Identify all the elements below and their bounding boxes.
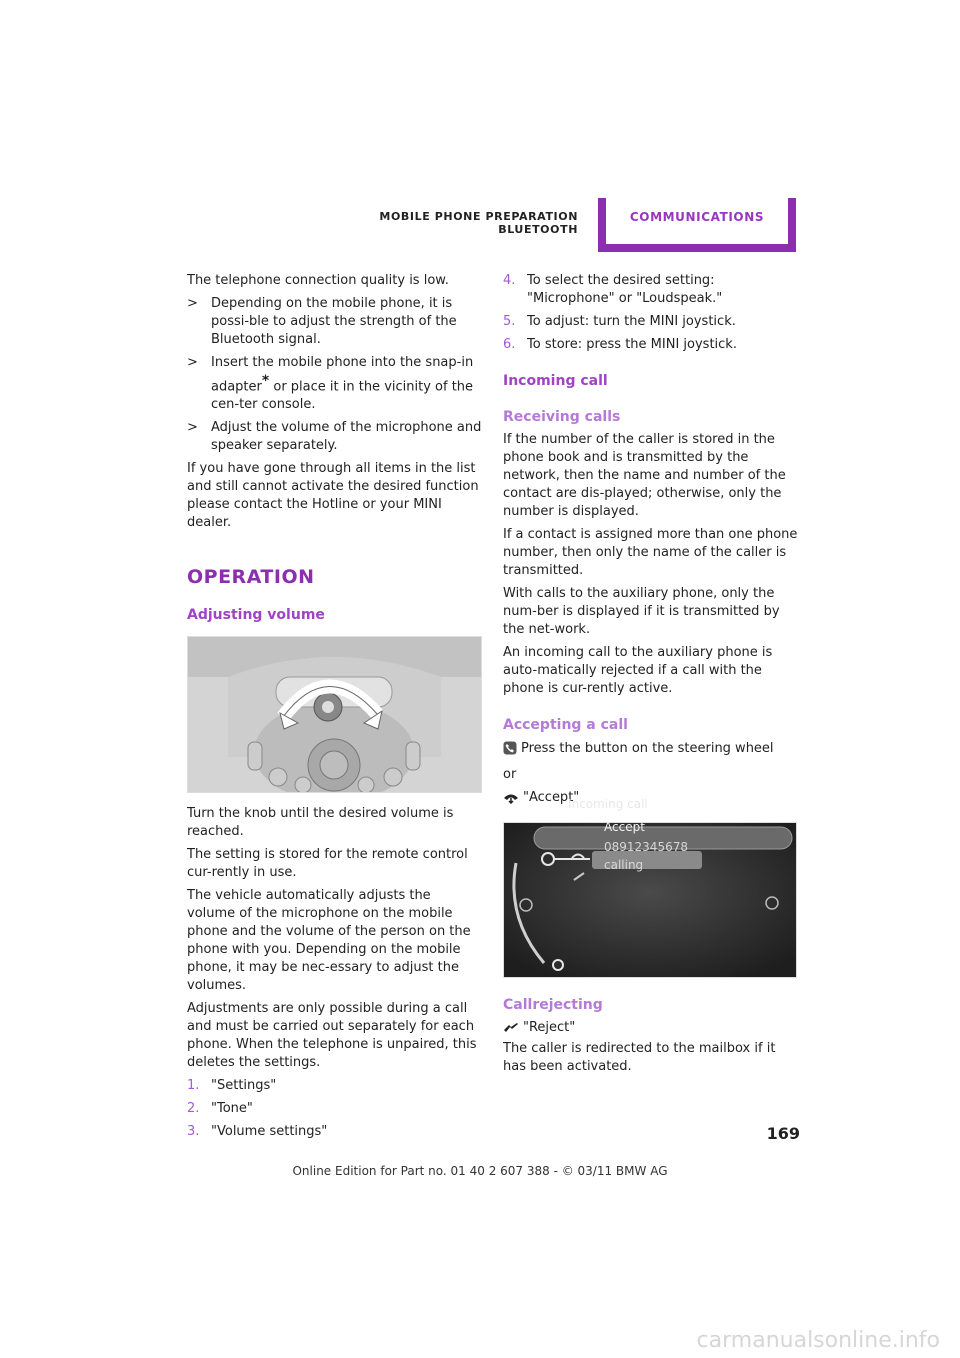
step-5: 5. To adjust: turn the MINI joystick. [503, 314, 736, 329]
reject-option-text: "Reject" [503, 1019, 798, 1040]
press-button-text: Press the button on the steering wheel [503, 740, 798, 761]
screen-text-layer [504, 789, 796, 943]
receiving-text-1: If the number of the caller is stored in the phone book and is transmitted by the network, then the name and number of the contact are dis-played; otherwise, only the number is displayed. [503, 432, 786, 519]
bullet-1: > Depending on the mobile phone, it is possi-ble to adjust the strength of the Bluetooth signal. [187, 296, 457, 347]
step-4: 4. To select the desired setting: "Microphone" or "Loudspeak." [503, 273, 723, 306]
receiving-calls-heading: Receiving calls [503, 409, 621, 425]
screen-incoming-call-title: Incoming call [568, 797, 648, 811]
bullet-marker: > [187, 420, 198, 436]
screen-phone-number: 08912345678 [604, 840, 688, 854]
accepting-call-heading: Accepting a call [503, 717, 628, 733]
screen-accept-item[interactable]: Accept [604, 820, 645, 834]
auto-adjust-text: The vehicle automatically adjusts the volume of the microphone on the mobile phone and the volume of the person on the phone with you. Depending on the mobile phone, it may be nec-essary to adjust the volumes. [187, 888, 471, 994]
knob-instruction: Turn the knob until the desired volume is reached. [187, 806, 454, 840]
asterisk-mark: * [261, 373, 270, 389]
operation-heading: OPERATION [187, 566, 315, 589]
setting-stored-text: The setting is stored for the remote control cur-rently in use. [187, 847, 468, 881]
call-rejecting-heading: Callrejecting [503, 997, 603, 1013]
incoming-call-heading: Incoming call [503, 373, 608, 389]
chapter-title: COMMUNICATIONS [629, 210, 765, 224]
edition-footer: Online Edition for Part no. 01 40 2 607 388 - © 03/11 BMW AG [292, 1164, 668, 1178]
reject-phone-icon [503, 1022, 519, 1040]
accept-option-text: "Accept" [503, 789, 798, 810]
volume-knob-illustration [188, 637, 481, 792]
bullet-marker: > [187, 296, 198, 311]
bullet-2: > Insert the mobile phone into the snap-in adapter* or place it in the vicinity of the cen-ter console. [187, 355, 474, 413]
step-3: 3. "Volume settings" [187, 1124, 328, 1140]
step-1: 1. "Settings" [187, 1078, 277, 1094]
adjustments-text: Adjustments are only possible during a call and must be carried out separately for each phone. When the telephone is unpaired, this deletes the settings. [187, 1001, 477, 1071]
volume-knob-figure [187, 636, 482, 793]
step-6: 6. To store: press the MINI joystick. [503, 337, 737, 352]
reject-description: The caller is redirected to the mailbox if it has been activated. [503, 1041, 776, 1074]
bullet-3: > Adjust the volume of the microphone and speaker separately. [187, 420, 482, 454]
adjusting-volume-heading: Adjusting volume [187, 607, 325, 624]
right-column [503, 272, 798, 1076]
step-2: 2. "Tone" [187, 1101, 253, 1117]
steering-wheel-phone-icon [503, 741, 517, 761]
page-number: 169 [766, 1124, 800, 1143]
closing-text: If you have gone through all items in the list and still cannot activate the desired function please contact the Hotline or your MINI dealer. [187, 461, 479, 531]
watermark: carmanualsonline.info [696, 1328, 940, 1353]
left-column [187, 272, 482, 1141]
section-header: MOBILE PHONE PREPARATION BLUETOOTH [379, 210, 578, 236]
receiving-text-3: With calls to the auxiliary phone, only the num-ber is displayed if it is transmitted by the net-work. [503, 586, 780, 637]
receiving-text-2: If a contact is assigned more than one phone number, then only the name of the caller is transmitted. [503, 527, 798, 578]
bullet-marker: > [187, 355, 198, 370]
intro-text: The telephone connection quality is low. [187, 273, 449, 288]
screen-status: calling [604, 858, 644, 872]
or-text: or [503, 767, 517, 782]
receiving-text-4: An incoming call to the auxiliary phone is auto-matically rejected if a call with the phone is cur-rently active. [503, 645, 773, 696]
